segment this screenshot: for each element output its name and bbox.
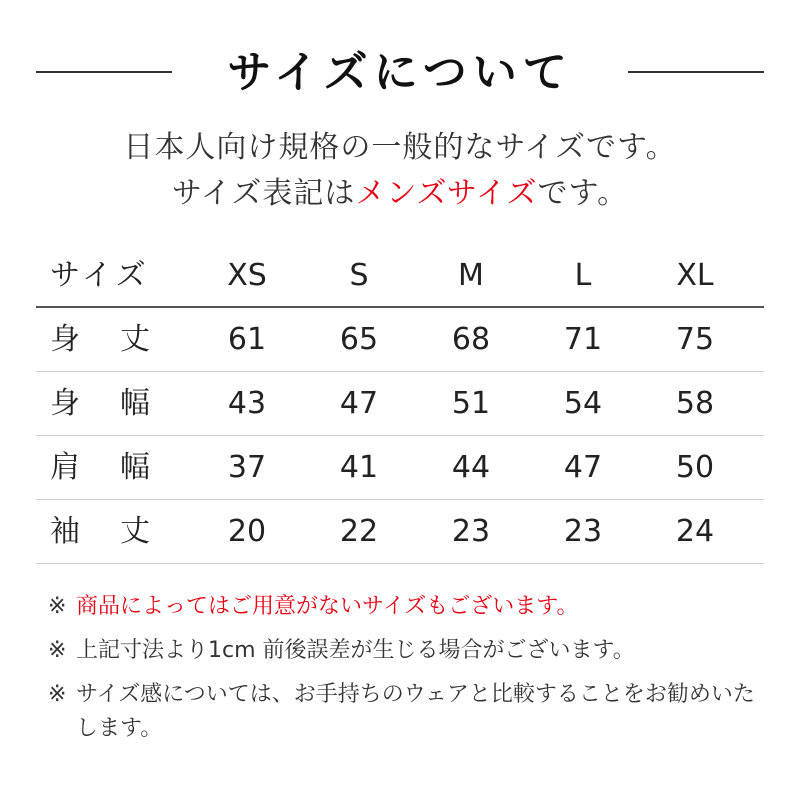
intro-line-2-highlight: メンズサイズ — [355, 176, 538, 211]
intro-line-2 — [0, 168, 800, 212]
intro-line-2-suffix: です。 — [537, 176, 629, 211]
note-item — [48, 590, 768, 624]
note-mark: ※ — [48, 682, 67, 707]
intro-line-2-prefix: サイズ表記は — [171, 176, 356, 211]
row-label — [50, 436, 180, 500]
header-size-l: L — [574, 258, 592, 293]
row-label-b: 幅 — [120, 386, 154, 421]
row-label-a: 袖 — [50, 514, 84, 549]
title-divider-left — [36, 71, 172, 73]
table-row — [36, 308, 764, 372]
table-cell: 24 — [675, 514, 715, 549]
table-row — [36, 500, 764, 564]
notes-list — [48, 590, 768, 746]
intro-line-1: 日本人向け規格の一般的なサイズです。 — [123, 130, 677, 165]
header-size-s: S — [349, 258, 369, 293]
table-cell: 43 — [227, 386, 267, 421]
header-label: サイズ — [50, 258, 150, 293]
note-item — [48, 634, 768, 668]
table-cell: 47 — [563, 450, 603, 485]
table-cell: 75 — [675, 322, 715, 357]
table-cell: 50 — [675, 450, 715, 485]
title-divider-right — [628, 71, 764, 73]
note-mark: ※ — [48, 638, 67, 663]
table-cell: 41 — [339, 450, 379, 485]
table-cell: 23 — [451, 514, 491, 549]
row-label-a: 肩 — [50, 450, 84, 485]
header-size-m: M — [458, 258, 484, 293]
table-cell: 65 — [339, 322, 379, 357]
table-cell: 44 — [451, 450, 491, 485]
row-label — [50, 372, 180, 436]
table-cell: 23 — [563, 514, 603, 549]
size-table-header — [36, 244, 764, 308]
table-row — [36, 372, 764, 436]
table-cell: 37 — [227, 450, 267, 485]
row-label-b: 幅 — [120, 450, 154, 485]
row-label — [50, 500, 180, 564]
table-cell: 58 — [675, 386, 715, 421]
table-cell: 22 — [339, 514, 379, 549]
note-text: 商品によってはご用意がないサイズもございます。 — [76, 594, 579, 619]
table-cell: 47 — [339, 386, 379, 421]
table-cell: 20 — [227, 514, 267, 549]
header-size-xs: XS — [227, 258, 267, 293]
table-row — [36, 436, 764, 500]
row-label-a: 身 — [50, 386, 84, 421]
table-cell: 71 — [563, 322, 603, 357]
size-table — [36, 244, 764, 564]
row-label-b: 丈 — [120, 322, 154, 357]
note-mark: ※ — [48, 594, 67, 619]
table-cell: 54 — [563, 386, 603, 421]
table-cell: 61 — [227, 322, 267, 357]
row-label-a: 身 — [50, 322, 84, 357]
note-text: 上記寸法より1cm 前後誤差が生じる場合がございます。 — [76, 638, 635, 663]
header-size-xl: XL — [676, 258, 714, 293]
page-title: サイズについて — [227, 47, 573, 98]
row-label — [50, 308, 180, 372]
note-text: サイズ感については、お手持ちのウェアと比較することをお勧めいたします。 — [76, 682, 755, 741]
row-label-b: 丈 — [120, 514, 154, 549]
table-cell: 51 — [451, 386, 491, 421]
table-cell: 68 — [451, 322, 491, 357]
note-item — [48, 678, 768, 746]
title-section — [0, 38, 800, 108]
